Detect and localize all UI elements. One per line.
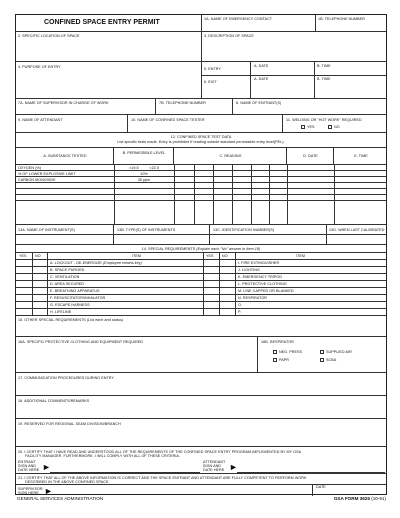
tester-field[interactable] — [128, 123, 283, 132]
col-reading: C. READING — [219, 154, 242, 158]
supervisor-date-label: DATE — [316, 485, 326, 489]
supervisor-phone-field[interactable] — [156, 105, 233, 114]
col-permissible: B. PERMISSIBLE LEVEL — [122, 151, 166, 155]
reserved-label: 19. RESERVED FOR REGIONAL SE&M DIVISION/BRANCH — [18, 422, 121, 426]
entry-time-field[interactable] — [315, 68, 388, 75]
exit-time-label: B. TIME — [317, 77, 331, 81]
special-yes-no-cells-right[interactable] — [203, 260, 235, 316]
communication-field[interactable] — [16, 381, 388, 395]
protective-clothing-field[interactable] — [16, 345, 258, 372]
row-supervisor — [16, 99, 386, 115]
comments-label: 18. ADDITIONAL COMMENTS/REMARKS — [18, 399, 90, 403]
hot-work-no-checkbox[interactable] — [328, 125, 332, 129]
supervisor-phone-label: 7B. TELEPHONE NUMBER — [159, 101, 206, 105]
supervisor-date-field[interactable] — [314, 489, 387, 495]
purpose-label: 4. PURPOSE OF ENTRY — [18, 65, 61, 69]
telephone-number-label: 1B. TELEPHONE NUMBER — [318, 17, 365, 21]
requirement-label: M. LINE CAPPED OR BLANKED — [238, 289, 294, 293]
other-requirements-field[interactable] — [16, 323, 388, 336]
special-row — [16, 260, 386, 267]
col-no-left: NO — [35, 254, 41, 258]
footer-agency: GENERAL SERVICES ADMINISTRATION — [17, 496, 104, 501]
location-field[interactable] — [16, 39, 202, 61]
scba-checkbox[interactable] — [320, 358, 324, 362]
special-row — [16, 281, 386, 288]
protective-clothing-label: 16A. SPECIFIC PROTECTIVE CLOTHING AND EQUIPMENT REQUIRED — [18, 340, 144, 344]
test-row — [16, 201, 386, 225]
requirement-label: O. — [238, 303, 242, 307]
scba-label: SCBA — [326, 358, 337, 362]
supplied-air-checkbox[interactable] — [320, 350, 324, 354]
row-instruments — [16, 225, 386, 235]
attendant-arrow-icon: ► — [229, 462, 238, 472]
substance-name: CARBON MONOXIDE — [18, 178, 56, 182]
row-attendant — [16, 115, 386, 133]
hot-work-no-label: NO — [334, 125, 340, 129]
row-reserved — [16, 419, 386, 447]
col-time: E. TIME — [354, 154, 368, 158]
supervisor-certify-line1: 21. I CERTIFY THAT ALL OF THE ABOVE INFORMATION IS CORRECT AND THE SPACE ENTRANT AND ATTENDANT ARE FULLY COMPETENT TO PERFORM WORK — [18, 476, 307, 480]
row-test-title — [16, 133, 386, 148]
test-data-note: List specific tests made. Entry is prohibited if reading outside standard permissible entry level(PEL). — [117, 140, 285, 144]
respirator-label: 16B. RESPIRATOR — [261, 340, 294, 344]
requirement-label: B. SPACE PURGED — [50, 268, 85, 272]
footer-form-number: GSA FORM 3625 (10-91) — [333, 496, 386, 501]
entrant-arrow-icon: ► — [42, 462, 51, 472]
special-yes-no-cells-left[interactable] — [16, 260, 47, 316]
row-protective — [16, 337, 386, 373]
communication-label: 17. COMMUNICATION PROCEDURES DURING ENTRY — [18, 376, 114, 380]
instrument-id-field[interactable] — [210, 235, 327, 245]
attendant-signature-field[interactable] — [237, 461, 385, 472]
substance-name: % OF LOWER EXPLOSIVE LIMIT — [18, 172, 76, 176]
requirement-label: E. BREATHING APPARATUS — [50, 289, 100, 293]
purpose-field[interactable] — [16, 70, 202, 98]
special-table-header — [16, 253, 386, 260]
attendant-sign-label: ATTENDANT SIGN AND DATE HERE — [203, 460, 226, 473]
emergency-contact-field[interactable] — [202, 21, 316, 31]
special-row — [16, 274, 386, 281]
neg-press-checkbox[interactable] — [273, 350, 277, 354]
entry-date-field[interactable] — [251, 68, 315, 75]
row-entrant-certify — [16, 447, 386, 474]
entrant-certify-line1: 20. I CERTIFY THAT I HAVE READ AND UNDERSTOOD ALL OF THE REQUIREMENTS OF THE CONFINED SPACE ENTRY PROGRAM IMPLEMENTED BY MY GSA — [18, 450, 302, 454]
attendant-field[interactable] — [16, 123, 128, 132]
requirement-label: N. RESPIRATOR — [238, 296, 267, 300]
exit-date-label: A. DATE — [254, 77, 269, 81]
entrants-field[interactable] — [233, 105, 388, 114]
supervisor-name-label: 7A. NAME OF SUPERVISOR IN CHARGE OF WORK — [18, 101, 109, 105]
instrument-id-label: 13C. IDENTIFICATION NUMBER(S) — [213, 228, 275, 232]
special-row — [16, 309, 386, 316]
neg-press-label: NEG. PRESS — [279, 350, 303, 354]
row-instruments-blank — [16, 235, 386, 245]
entry-date-label: A. DATE — [254, 64, 269, 68]
location-label: 2. SPECIFIC LOCATION OF SPACE — [18, 34, 80, 38]
requirement-label: K. EMERGENCY TRIPOD — [238, 275, 283, 279]
entrant-signature-field[interactable] — [50, 461, 200, 472]
special-row — [16, 288, 386, 295]
description-field[interactable] — [202, 39, 388, 61]
row-special-title — [16, 245, 386, 253]
description-label: 3. DESCRIPTION OF SPACE — [204, 34, 254, 38]
emergency-contact-label: 1A. NAME OF EMERGENCY CONTACT — [204, 17, 273, 21]
instrument-type-field[interactable] — [114, 235, 210, 245]
instrument-type-label: 13B. TYPE(S) OF INSTRUMENTS — [117, 228, 176, 232]
papr-checkbox[interactable] — [273, 358, 277, 362]
permissible-level: >19.5 <22.0 — [129, 166, 159, 170]
special-row — [16, 295, 386, 302]
supervisor-sign-label: SUPERVISOR SIGN HERE — [18, 487, 43, 496]
special-row — [16, 302, 386, 309]
requirement-label: A. LOCKOUT - DE-ENERGIZE (Employee retains key) — [50, 261, 142, 265]
requirement-label: H. LIFELINE — [50, 310, 72, 314]
supplied-air-label: SUPPLIED AIR — [326, 350, 352, 354]
row-location — [16, 32, 386, 62]
requirement-label: F. RESUSCITATOR/INHALATOR — [50, 296, 106, 300]
special-row — [16, 267, 386, 274]
entrants-label: 8. NAME OF ENTRANT(S) — [236, 101, 282, 105]
entry-time-label: B. TIME — [317, 64, 331, 68]
special-requirements-title: 14. SPECIAL REQUIREMENTS (Explain each "No" answer in Item 18) — [141, 247, 261, 251]
requirement-label: G. ESCAPE HARNESS — [50, 303, 90, 307]
papr-label: PAPR — [279, 358, 289, 362]
supervisor-certify-line2: DESCRIBED IN THE ABOVE CONFINED SPACE. — [25, 480, 110, 484]
requirement-label: I. FIRE EXTINGUISHER — [238, 261, 280, 265]
other-requirements-label: 15. OTHER SPECIAL REQUIREMENTS (List each and status) — [18, 318, 124, 322]
col-item-left: ITEM — [132, 254, 142, 258]
exit-label: 6. EXIT — [204, 80, 217, 84]
entrant-certify-line2: FACILITY MANAGER. FURTHERMORE, I WILL COMPLY WITH ALL OF THESE CRITERIA. — [25, 454, 181, 458]
requirement-label: J. LIGHTING — [238, 268, 260, 272]
col-substance: A. SUBSTANCE TESTED — [43, 154, 87, 158]
requirement-label: D. AREA SECURED — [50, 282, 85, 286]
test-data-title: 12. CONFINED SPACE TEST DATA — [170, 135, 232, 139]
row-supervisor-certify — [16, 474, 386, 496]
exit-date-field[interactable] — [251, 81, 315, 98]
permissible-level: 35 ppm — [137, 178, 151, 182]
calibrated-label: 13D. WHEN LAST CALIBRATED — [329, 228, 385, 232]
tester-label: 10. NAME OF CONFINED SPACE TESTER — [131, 118, 205, 122]
row-title — [16, 15, 386, 32]
permit-form — [15, 14, 387, 495]
row-comments — [16, 396, 386, 419]
calibrated-field[interactable] — [327, 235, 388, 245]
requirement-label: L. PROTECTIVE CLOTHING — [238, 282, 287, 286]
entrant-sign-label: ENTRANT SIGN AND DATE HERE — [18, 460, 40, 473]
form-title: CONFINED SPACE ENTRY PERMIT — [44, 19, 160, 26]
col-yes-left: YES — [19, 254, 27, 258]
col-yes-right: YES — [206, 254, 214, 258]
permissible-level: 10% — [140, 172, 148, 176]
supervisor-signature-field[interactable] — [52, 485, 312, 495]
instrument-name-label: 13A. NAME OF INSTRUMENT(S) — [18, 228, 75, 232]
requirement-label: P. — [238, 310, 242, 314]
requirement-label: C. VENTILATION — [50, 275, 80, 279]
supervisor-arrow-icon: ► — [44, 486, 53, 496]
test-table-header — [16, 148, 386, 165]
hot-work-yes-label: YES — [307, 125, 315, 129]
telephone-number-field[interactable] — [316, 21, 388, 31]
hot-work-yes-checkbox[interactable] — [301, 125, 305, 129]
col-date: D. DATE — [303, 154, 318, 158]
col-no-right: NO — [222, 254, 228, 258]
attendant-label: 9. NAME OF ATTENDANT — [18, 118, 63, 122]
col-item-right: ITEM — [296, 254, 306, 258]
supervisor-name-field[interactable] — [16, 105, 156, 114]
row-communication — [16, 373, 386, 396]
row-purpose — [16, 62, 386, 99]
exit-time-field[interactable] — [315, 81, 388, 98]
entry-label: 5. ENTRY — [204, 67, 221, 71]
substance-name: OXYGEN (%) — [18, 166, 42, 170]
hot-work-label: 11. WELDING OR "HOT WORK" REQUIRED — [286, 118, 362, 122]
row-other-requirements — [16, 316, 386, 337]
instrument-name-field[interactable] — [16, 235, 114, 245]
comments-field[interactable] — [16, 404, 388, 418]
